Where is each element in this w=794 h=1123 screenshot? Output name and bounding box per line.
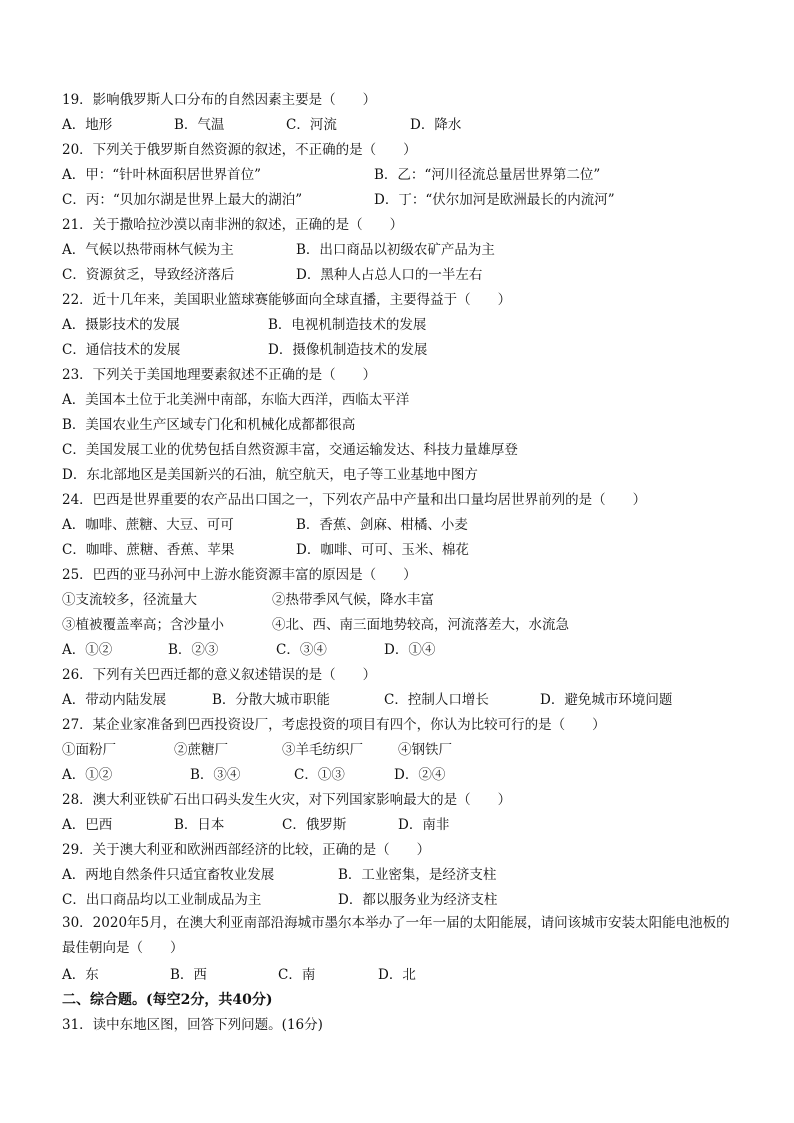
question-22-stem: 22．近十几年来，美国职业篮球赛能够面向全球直播，主要得益于（ ） [62,292,512,308]
question-21 [62,215,403,235]
option-a[interactable]: A．地形 [62,117,113,133]
option-d[interactable]: D．丁：“伏尔加河是欧洲最长的内流河” [374,192,615,208]
question-27-options [62,765,445,785]
question-27 [62,715,606,735]
question-21-options-row2 [62,265,482,285]
question-25-options [62,640,435,660]
option-b[interactable]: B．③④ [190,767,241,783]
option-a[interactable]: A．甲：“针叶林面积居世界首位” [62,167,262,183]
question-20-stem: 20．下列关于俄罗斯自然资源的叙述，不正确的是（ ） [62,142,417,158]
question-25-stem: 25．巴西的亚马孙河中上游水能资源丰富的原因是（ ） [62,567,417,583]
option-b[interactable]: B．香蕉、剑麻、柑橘、小麦 [296,517,468,533]
option-b[interactable]: B．日本 [174,817,225,833]
statement-1: ①支流较多，径流量大 [62,592,197,608]
question-31 [62,1015,323,1035]
question-21-stem: 21．关于撒哈拉沙漠以南非洲的叙述，正确的是（ ） [62,217,404,233]
question-27-statements [62,740,452,760]
question-26 [62,665,376,685]
statement-1: ①面粉厂 [62,742,116,758]
option-c[interactable]: C．①③ [294,767,345,783]
option-d[interactable]: D．①④ [384,642,436,658]
option-d[interactable]: D．摄像机制造技术的发展 [268,342,428,358]
option-c[interactable]: C．咖啡、蔗糖、香蕉、苹果 [62,542,235,558]
question-29 [62,840,430,860]
option-b[interactable]: B．西 [170,967,207,983]
question-30-options [62,965,416,985]
question-23-stem: 23．下列关于美国地理要素叙述不正确的是（ ） [62,367,377,383]
question-25-statements-row1 [62,590,434,610]
question-20-options-row2 [62,190,615,210]
question-27-stem: 27．某企业家准备到巴西投资设厂，考虑投资的项目有四个，你认为比较可行的是（ ） [62,717,606,733]
option-d[interactable]: D．北 [378,967,416,983]
option-d[interactable]: D．咖啡、可可、玉米、棉花 [296,542,469,558]
question-19-stem: 19．影响俄罗斯人口分布的自然因素主要是（ ） [62,92,377,108]
section-heading: 二、综合题。(每空2分，共40分) [62,992,273,1008]
option-a[interactable]: A．巴西 [62,817,113,833]
question-25-statements-row2 [62,615,569,635]
option-a[interactable]: A．东 [62,967,99,983]
question-29-options-row1 [62,865,496,885]
statement-4: ④北、西、南三面地势较高，河流落差大，水流急 [272,617,569,633]
option-b[interactable]: B．乙：“河川径流总量居世界第二位” [374,167,601,183]
option-d[interactable]: D．降水 [410,117,462,133]
option-b[interactable]: B．出口商品以初级农矿产品为主 [296,242,495,258]
question-19-options [62,115,461,135]
option-c[interactable]: C．资源贫乏，导致经济落后 [62,267,235,283]
question-19 [62,90,376,110]
question-21-options-row1 [62,240,495,260]
statement-2: ②热带季风气候，降水丰富 [272,592,434,608]
question-26-stem: 26．下列有关巴西迁都的意义叙述错误的是（ ） [62,667,377,683]
question-26-options [62,690,672,710]
statement-2: ②蔗糖厂 [174,742,228,758]
option-a[interactable]: A．咖啡、蔗糖、大豆、可可 [62,517,234,533]
question-28 [62,790,511,810]
option-d[interactable]: D．②④ [394,767,446,783]
question-23 [62,365,376,385]
option-c[interactable]: C．丙：“贝加尔湖是世界上最大的湖泊” [62,192,303,208]
option-c[interactable]: C．控制人口增长 [384,692,489,708]
question-20 [62,140,417,160]
option-b[interactable]: B．气温 [174,117,225,133]
question-28-stem: 28．澳大利亚铁矿石出口码头发生火灾，对下列国家影响最大的是（ ） [62,792,512,808]
option-c[interactable]: C．通信技术的发展 [62,342,181,358]
question-22-options-row1 [62,315,426,335]
option-b[interactable]: B．美国农业生产区域专门化和机械化成都都很高 [62,417,356,433]
option-a[interactable]: A．①② [62,767,113,783]
option-a[interactable]: A．两地自然条件只适宜畜牧业发展 [62,867,275,883]
option-c[interactable]: C．美国发展工业的优势包括自然资源丰富，交通运输发达、科技力量雄厚登 [62,442,518,458]
question-28-options [62,815,449,835]
option-d[interactable]: D．都以服务业为经济支柱 [338,892,498,908]
statement-4: ④钢铁厂 [398,742,452,758]
question-24-options-row1 [62,515,468,535]
option-a[interactable]: A．带动内陆发展 [62,692,167,708]
option-b[interactable]: B．分散大城市职能 [212,692,330,708]
statement-3: ③植被覆盖率高；含沙量小 [62,617,224,633]
question-24 [62,490,646,510]
option-b[interactable]: B．电视机制造技术的发展 [268,317,427,333]
option-a[interactable]: A．①② [62,642,113,658]
option-c[interactable]: C．俄罗斯 [282,817,347,833]
question-24-options-row2 [62,540,469,560]
option-a[interactable]: A．美国本土位于北美洲中南部，东临大西洋，西临太平洋 [62,392,410,408]
option-c[interactable]: C．南 [278,967,316,983]
option-a[interactable]: A．摄影技术的发展 [62,317,180,333]
question-29-stem: 29．关于澳大利亚和欧洲西部经济的比较，正确的是（ ） [62,842,431,858]
option-c[interactable]: C．出口商品均以工业制成品为主 [62,892,262,908]
option-d[interactable]: D．黑种人占总人口的一半左右 [296,267,483,283]
question-22-options-row2 [62,340,427,360]
question-25 [62,565,417,585]
option-c[interactable]: C．③④ [276,642,327,658]
option-b[interactable]: B．工业密集，是经济支柱 [338,867,497,883]
statement-3: ③羊毛纺织厂 [282,742,363,758]
option-c[interactable]: C．河流 [286,117,337,133]
question-20-options-row1 [62,165,600,185]
question-30-stem: 30．2020年5月，在澳大利亚南部沿海城市墨尔本举办了一年一届的太阳能展，请问该城市安装太阳能电池板的最佳朝向是（ ） [62,915,730,956]
option-d[interactable]: D．南非 [398,817,450,833]
option-d[interactable]: D．东北部地区是美国新兴的石油，航空航天，电子等工业基地中图方 [62,467,478,483]
question-29-options-row2 [62,890,497,910]
option-d[interactable]: D．避免城市环境问题 [540,692,673,708]
question-30 [62,911,737,961]
option-b[interactable]: B．②③ [168,642,219,658]
question-22 [62,290,511,310]
option-a[interactable]: A．气候以热带雨林气候为主 [62,242,234,258]
question-24-stem: 24．巴西是世界重要的农产品出口国之一，下列农产品中产量和出口量均居世界前列的是（ ） [62,492,647,508]
question-31-stem: 31．读中东地区图，回答下列问题。(16分) [62,1017,323,1033]
